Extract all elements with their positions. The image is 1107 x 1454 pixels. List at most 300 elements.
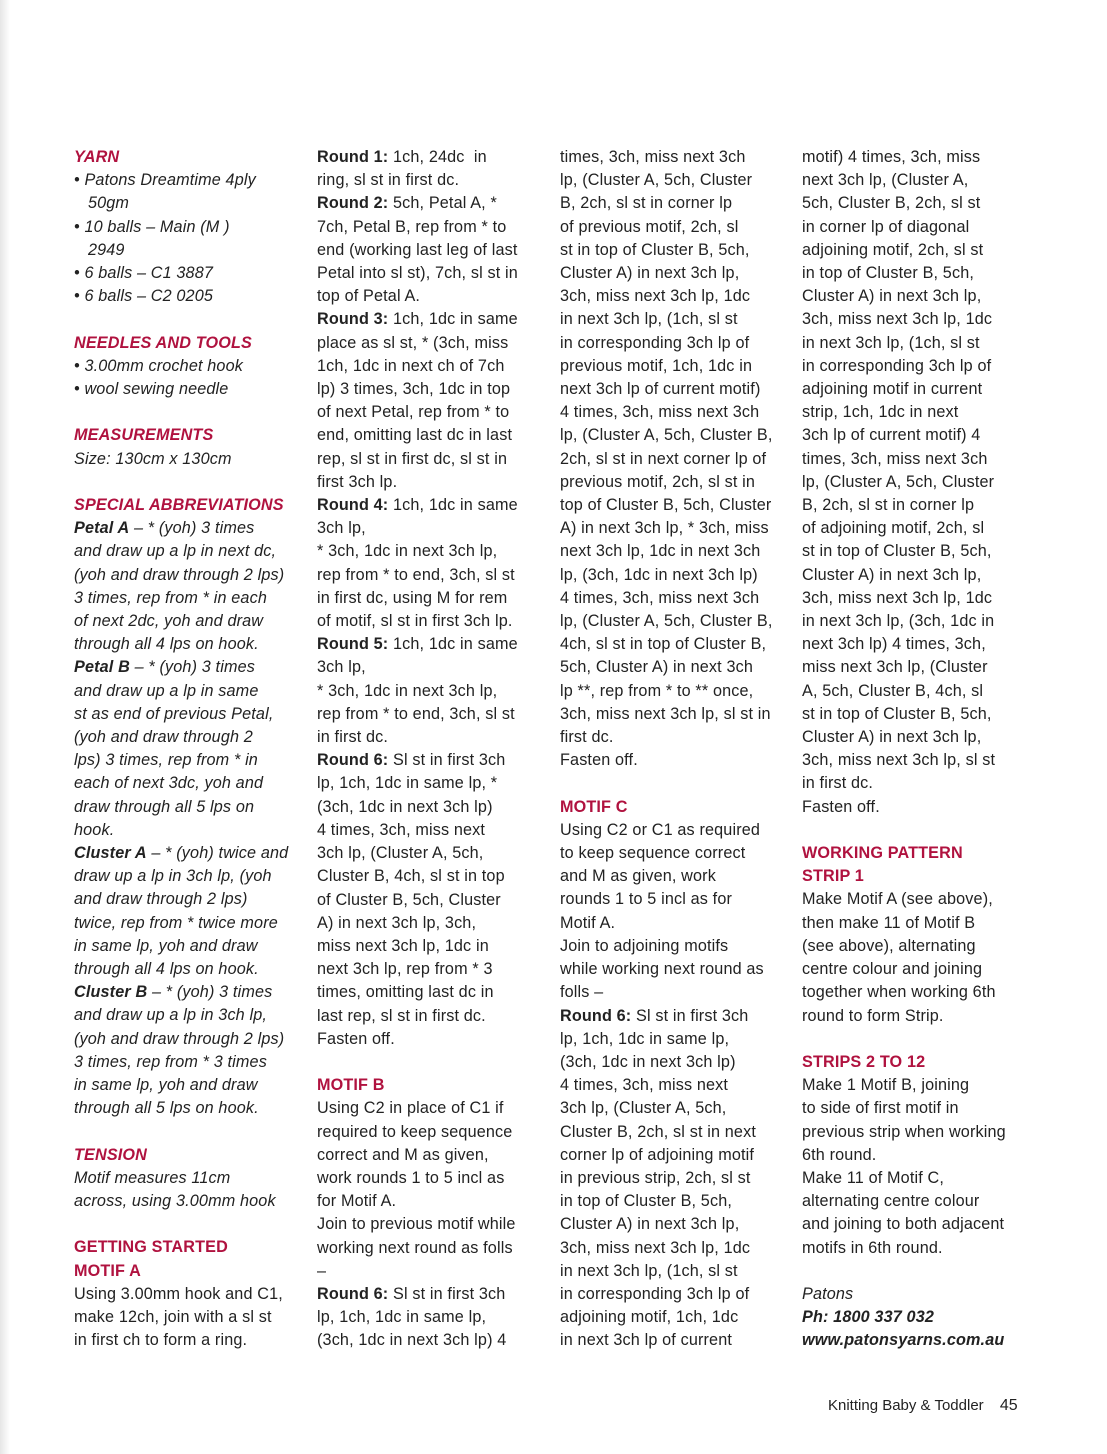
line-text: of next 2dc, yoh and draw (74, 612, 264, 631)
text-line (560, 726, 792, 749)
line-text: then make 11 of Motif B (802, 913, 976, 932)
text-line (560, 378, 792, 401)
line-text: folls – (560, 983, 604, 1002)
text-line (74, 517, 306, 540)
line-text: 3ch, miss next 3ch lp, 1dc (802, 310, 993, 329)
line-text: SPECIAL ABBREVIATIONS (74, 496, 284, 514)
text-line (802, 564, 1034, 587)
text-line (317, 1005, 549, 1028)
line-text: to side of first motif in (802, 1099, 959, 1118)
text-line (560, 1028, 792, 1051)
text-line (560, 633, 792, 656)
line-text: in top of Cluster B, 5ch, (560, 1192, 733, 1211)
line-text: in first dc. (802, 774, 874, 793)
line-text: A) in next 3ch lp, * 3ch, miss (560, 519, 769, 538)
text-line (802, 471, 1034, 494)
text-line (560, 1213, 792, 1236)
text-line (560, 1237, 792, 1260)
text-line (74, 1097, 306, 1120)
line-text: round to form Strip. (802, 1006, 944, 1025)
line-text: GETTING STARTED (74, 1238, 228, 1257)
line-text: • 6 balls – C1 3887 (74, 264, 214, 283)
text-line (560, 216, 792, 239)
bold-label: Petal A (74, 519, 130, 538)
line-text: MOTIF B (317, 1076, 385, 1095)
text-line (317, 865, 549, 888)
line-text: 3ch lp, (317, 519, 366, 538)
line-text: of Cluster B, 5ch, Cluster (317, 890, 501, 909)
text-line (317, 1167, 549, 1190)
line-text: 5ch, Cluster A) in next 3ch (560, 658, 753, 677)
line-text: st in top of Cluster B, 5ch, (802, 542, 992, 561)
text-line (560, 494, 792, 517)
line-text: Join to adjoining motifs (560, 936, 729, 955)
section-heading (74, 494, 306, 517)
line-text: 3ch lp, (Cluster A, 5ch, (317, 844, 484, 863)
line-text: in next 3ch lp of current (560, 1331, 733, 1350)
line-text: of previous motif, 2ch, sl (560, 217, 739, 236)
text-line (74, 633, 306, 656)
text-line (560, 169, 792, 192)
line-text: (yoh and draw through 2 (74, 728, 253, 747)
line-text: MOTIF A (74, 1261, 141, 1280)
line-text: in previous strip, 2ch, sl st (560, 1168, 751, 1187)
text-line (802, 146, 1034, 169)
column-4 (802, 146, 1034, 1353)
line-text: Sl st in first 3ch (631, 1006, 749, 1025)
page-footer (828, 1394, 1068, 1418)
line-text: 3ch lp, (317, 658, 366, 677)
text-line (560, 517, 792, 540)
text-line (560, 564, 792, 587)
bold-label: Round 3: (317, 310, 389, 329)
text-line (802, 355, 1034, 378)
line-text: Cluster A) in next 3ch lp, (560, 1215, 740, 1234)
line-text: 1ch, 24dc in (388, 148, 487, 166)
line-text: 4 times, 3ch, miss next (560, 1076, 729, 1095)
text-line (560, 1144, 792, 1167)
line-text: lp, (Cluster A, 5ch, Cluster (560, 171, 753, 190)
line-text: (yoh and draw through 2 lps) (74, 565, 285, 584)
text-line (802, 1329, 1034, 1352)
text-line (317, 1306, 549, 1329)
text-line (74, 564, 306, 587)
line-text: Join to previous motif while (317, 1215, 516, 1234)
line-text: (3ch, 1dc in next 3ch lp) 4 (317, 1331, 507, 1350)
text-line (317, 424, 549, 447)
text-line (802, 1213, 1034, 1236)
line-text: in next 3ch lp, (3ch, 1dc in (802, 612, 995, 631)
line-text: draw up a lp in 3ch lp, (yoh (74, 867, 272, 886)
text-line (560, 540, 792, 563)
line-text: * 3ch, 1dc in next 3ch lp, (317, 681, 498, 700)
line-text: in corresponding 3ch lp of (560, 1284, 750, 1303)
line-text: times, 3ch, miss next 3ch (802, 449, 988, 468)
text-line (560, 239, 792, 262)
line-text: in first ch to form a ring. (74, 1331, 248, 1350)
line-text: next 3ch lp, (Cluster A, (802, 171, 969, 190)
line-text: top of Cluster B, 5ch, Cluster (560, 496, 772, 515)
text-line (560, 401, 792, 424)
text-line (317, 517, 549, 540)
text-line (802, 912, 1034, 935)
text-line (74, 378, 306, 401)
line-text: lps) 3 times, rep from * in (74, 751, 258, 770)
text-line (560, 1190, 792, 1213)
text-line (560, 1283, 792, 1306)
text-line (560, 656, 792, 679)
text-line (560, 285, 792, 308)
bold-label: Round 6: (317, 1284, 389, 1303)
line-text: of adjoining motif, 2ch, sl (802, 519, 985, 538)
line-text: Patons (802, 1284, 854, 1303)
line-text: last rep, sl st in first dc. (317, 1006, 486, 1025)
section-heading (74, 1260, 306, 1283)
line-text: Sl st in first 3ch (388, 751, 506, 770)
section-heading (802, 865, 1034, 888)
text-line (317, 935, 549, 958)
text-line (317, 1121, 549, 1144)
text-line (317, 332, 549, 355)
line-text: 5ch, Cluster B, 2ch, sl st (802, 194, 981, 213)
line-text: alternating centre colour (802, 1192, 980, 1211)
line-text: lp) 3 times, 3ch, 1dc in top (317, 380, 511, 399)
line-text: and draw up a lp in same (74, 681, 259, 700)
text-line (560, 958, 792, 981)
line-text: Make Motif A (see above), (802, 890, 993, 909)
line-text: – * (yoh) twice and (146, 844, 289, 863)
line-text: lp, 1ch, 1dc in same lp, * (317, 774, 498, 793)
text-line (317, 285, 549, 308)
text-line (802, 517, 1034, 540)
text-line (802, 703, 1034, 726)
line-text: lp, (3ch, 1dc in next 3ch lp) (560, 565, 758, 584)
text-line (802, 424, 1034, 447)
text-line (317, 656, 549, 679)
line-text: next 3ch lp, 1dc in next 3ch (560, 542, 761, 561)
text-line (74, 749, 306, 772)
line-text: 50gm (74, 194, 130, 213)
column-1 (74, 146, 306, 1352)
line-text: MOTIF C (560, 797, 628, 816)
text-line (317, 772, 549, 795)
line-text: 1ch, 1dc in same (388, 310, 518, 329)
line-text: and draw up a lp in 3ch lp, (74, 1006, 268, 1025)
line-text: strip, 1ch, 1dc in next (802, 403, 959, 422)
text-line (317, 703, 549, 726)
line-text: Cluster B, 4ch, sl st in top (317, 867, 505, 886)
line-text: and draw up a lp in next dc, (74, 542, 277, 561)
text-line (317, 1283, 549, 1306)
text-line (560, 981, 792, 1004)
text-line (802, 494, 1034, 517)
line-text: make 12ch, join with a sl st (74, 1308, 272, 1327)
text-line (317, 1190, 549, 1213)
section-heading (74, 332, 306, 355)
line-text: in same lp, yoh and draw (74, 1076, 258, 1095)
line-text: adjoining motif, 1ch, 1dc (560, 1308, 739, 1327)
text-line (74, 1074, 306, 1097)
line-text: Make 11 of Motif C, (802, 1168, 944, 1187)
line-text: Motif A. (560, 913, 616, 932)
text-line (802, 169, 1034, 192)
line-text: in next 3ch lp, (1ch, sl st (560, 310, 738, 329)
line-text: (see above), alternating (802, 936, 976, 955)
text-line (317, 1260, 549, 1283)
text-line (317, 540, 549, 563)
line-text: in first dc, using M for rem (317, 588, 508, 607)
text-line (74, 888, 306, 911)
text-line (802, 216, 1034, 239)
line-text: – (317, 1261, 327, 1280)
text-line (317, 494, 549, 517)
line-text: Fasten off. (802, 797, 880, 816)
line-text: in corresponding 3ch lp of (802, 356, 992, 375)
text-line (802, 1190, 1034, 1213)
text-line (317, 1237, 549, 1260)
line-text: st in top of Cluster B, 5ch, (802, 704, 992, 723)
text-line (802, 192, 1034, 215)
line-text: corner lp of adjoining motif (560, 1145, 755, 1164)
text-line (74, 912, 306, 935)
text-line (802, 1237, 1034, 1260)
section-heading (74, 146, 306, 169)
line-text: in corner lp of diagonal (802, 217, 970, 236)
text-line (802, 401, 1034, 424)
line-text: rep from * to end, 3ch, sl st (317, 565, 515, 584)
text-line (317, 842, 549, 865)
line-text: first 3ch lp. (317, 472, 398, 491)
line-text: – * (yoh) 3 times (129, 658, 255, 677)
line-text: 3ch, miss next 3ch lp, 1dc (560, 287, 751, 306)
text-line (317, 1329, 549, 1352)
text-line (560, 1121, 792, 1144)
text-line (317, 1144, 549, 1167)
line-text: • 3.00mm crochet hook (74, 356, 243, 375)
text-line (74, 1329, 306, 1352)
line-text: B, 2ch, sl st in corner lp (802, 496, 975, 515)
text-line (802, 633, 1034, 656)
line-text: 2949 (74, 240, 125, 259)
line-text: 3 times, rep from * 3 times (74, 1052, 267, 1071)
line-text: 4 times, 3ch, miss next 3ch (560, 588, 760, 607)
text-line (74, 355, 306, 378)
text-line (317, 564, 549, 587)
text-line (317, 262, 549, 285)
line-text: in next 3ch lp, (1ch, sl st (802, 333, 980, 352)
text-line (802, 981, 1034, 1004)
spacer (74, 401, 306, 424)
text-line (560, 703, 792, 726)
text-line (802, 262, 1034, 285)
text-line (802, 1306, 1034, 1329)
spacer (74, 1120, 306, 1143)
line-text: and draw through 2 lps) (74, 890, 248, 909)
text-line (74, 865, 306, 888)
text-line (802, 726, 1034, 749)
text-line (560, 935, 792, 958)
line-text: • wool sewing needle (74, 380, 229, 399)
text-line (317, 308, 549, 331)
spacer (560, 772, 792, 795)
line-text: twice, rep from * twice more (74, 913, 278, 932)
bold-label: Round 6: (317, 751, 389, 770)
spacer (802, 1260, 1034, 1283)
line-text: lp, 1ch, 1dc in same lp, (317, 1308, 487, 1327)
line-text: in first dc. (317, 728, 389, 747)
text-line (317, 633, 549, 656)
text-line (560, 471, 792, 494)
text-line (317, 749, 549, 772)
text-line (317, 216, 549, 239)
text-line (74, 262, 306, 285)
page-number: 45 (999, 1397, 1018, 1414)
text-line (802, 796, 1034, 819)
text-line (560, 308, 792, 331)
text-line (74, 1283, 306, 1306)
text-line (74, 285, 306, 308)
bold-label: Round 2: (317, 194, 389, 213)
text-line (560, 610, 792, 633)
text-line (802, 587, 1034, 610)
line-text: lp, 1ch, 1dc in same lp, (560, 1029, 730, 1048)
text-line (560, 865, 792, 888)
line-text: A) in next 3ch lp, 3ch, (317, 913, 477, 932)
line-text: A, 5ch, Cluster B, 4ch, sl (802, 681, 984, 700)
text-line (74, 935, 306, 958)
text-line (317, 378, 549, 401)
line-text: of next Petal, rep from * to (317, 403, 510, 422)
text-line (317, 192, 549, 215)
spacer (74, 1213, 306, 1236)
text-line (74, 1190, 306, 1213)
line-text: 6th round. (802, 1145, 877, 1164)
section-heading (560, 796, 792, 819)
page-edge-shadow (0, 0, 10, 1454)
text-line (317, 1213, 549, 1236)
text-line (317, 587, 549, 610)
text-line (74, 772, 306, 795)
text-line (317, 169, 549, 192)
text-line (74, 1004, 306, 1027)
text-line (560, 749, 792, 772)
text-line (560, 680, 792, 703)
text-line (74, 680, 306, 703)
text-line (560, 424, 792, 447)
line-text: motif) 4 times, 3ch, miss (802, 148, 981, 166)
text-line (560, 355, 792, 378)
spacer (74, 471, 306, 494)
line-text: draw through all 5 lps on (74, 797, 255, 816)
line-text: www.patonsyarns.com.au (802, 1331, 1005, 1350)
line-text: (yoh and draw through 2 lps) (74, 1029, 285, 1048)
text-line (802, 680, 1034, 703)
line-text: centre colour and joining (802, 960, 983, 979)
line-text: in same lp, yoh and draw (74, 936, 258, 955)
text-line (802, 1167, 1034, 1190)
line-text: Petal into sl st), 7ch, sl st in (317, 264, 518, 283)
text-line (802, 656, 1034, 679)
line-text: 4ch, sl st in top of Cluster B, (560, 635, 767, 654)
line-text: lp, (Cluster A, 5ch, Cluster (802, 472, 995, 491)
line-text: lp **, rep from * to ** once, (560, 681, 754, 700)
text-line (802, 1121, 1034, 1144)
spacer (802, 819, 1034, 842)
line-text: 5ch, Petal A, * (388, 194, 497, 213)
line-text: through all 4 lps on hook. (74, 635, 259, 654)
line-text: 1ch, 1dc in same (388, 496, 518, 515)
line-text: STRIP 1 (802, 867, 864, 886)
text-line (317, 1097, 549, 1120)
text-line (560, 1329, 792, 1352)
line-text: for Motif A. (317, 1192, 397, 1211)
line-text: Cluster A) in next 3ch lp, (802, 565, 982, 584)
text-line (74, 981, 306, 1004)
line-text: Cluster A) in next 3ch lp, (802, 287, 982, 306)
line-text: 2ch, sl st in next corner lp of (560, 449, 767, 468)
text-line (317, 819, 549, 842)
text-line (802, 285, 1034, 308)
line-text: • 6 balls – C2 0205 (74, 287, 214, 306)
text-line (74, 192, 306, 215)
line-text: 1ch, 1dc in next ch of 7ch (317, 356, 505, 375)
line-text: in top of Cluster B, 5ch, (802, 264, 975, 283)
text-line (317, 471, 549, 494)
text-line (74, 656, 306, 679)
text-line (317, 401, 549, 424)
text-line (802, 935, 1034, 958)
line-text: Cluster A) in next 3ch lp, (802, 728, 982, 747)
text-line (74, 169, 306, 192)
text-line (317, 1028, 549, 1051)
text-line (560, 1260, 792, 1283)
text-line (74, 216, 306, 239)
line-text: through all 4 lps on hook. (74, 960, 259, 979)
text-line (74, 958, 306, 981)
line-text: 3ch lp, (Cluster A, 5ch, (560, 1099, 727, 1118)
line-text: 3ch, miss next 3ch lp, 1dc (802, 588, 993, 607)
text-line (74, 540, 306, 563)
line-text: rep from * to end, 3ch, sl st (317, 704, 515, 723)
text-line (317, 726, 549, 749)
text-line (802, 378, 1034, 401)
line-text: working next round as folls (317, 1238, 513, 1257)
line-text: lp, (Cluster A, 5ch, Cluster B, (560, 426, 773, 445)
line-text: adjoining motif in current (802, 380, 983, 399)
line-text: Using C2 or C1 as required (560, 820, 761, 839)
section-heading (317, 1074, 549, 1097)
line-text: adjoining motif, 2ch, sl st (802, 240, 984, 259)
line-text: and M as given, work (560, 867, 716, 886)
bold-label: Cluster B (74, 983, 148, 1002)
line-text: WORKING PATTERN (802, 844, 963, 863)
line-text: place as sl st, * (3ch, miss (317, 333, 509, 352)
line-text: next 3ch lp of current motif) (560, 380, 761, 399)
spacer (317, 1051, 549, 1074)
line-text: Fasten off. (560, 751, 638, 770)
line-text: next 3ch lp, rep from * 3 (317, 960, 493, 979)
line-text: correct and M as given, (317, 1145, 489, 1164)
line-text: and joining to both adjacent (802, 1215, 1005, 1234)
section-heading (74, 1144, 306, 1167)
line-text: times, 3ch, miss next 3ch (560, 148, 746, 166)
column-3 (560, 146, 792, 1353)
text-line (802, 1005, 1034, 1028)
line-text: in next 3ch lp, (1ch, sl st (560, 1261, 738, 1280)
text-line (560, 146, 792, 169)
text-line (74, 819, 306, 842)
line-text: 1ch, 1dc in same (388, 635, 518, 654)
